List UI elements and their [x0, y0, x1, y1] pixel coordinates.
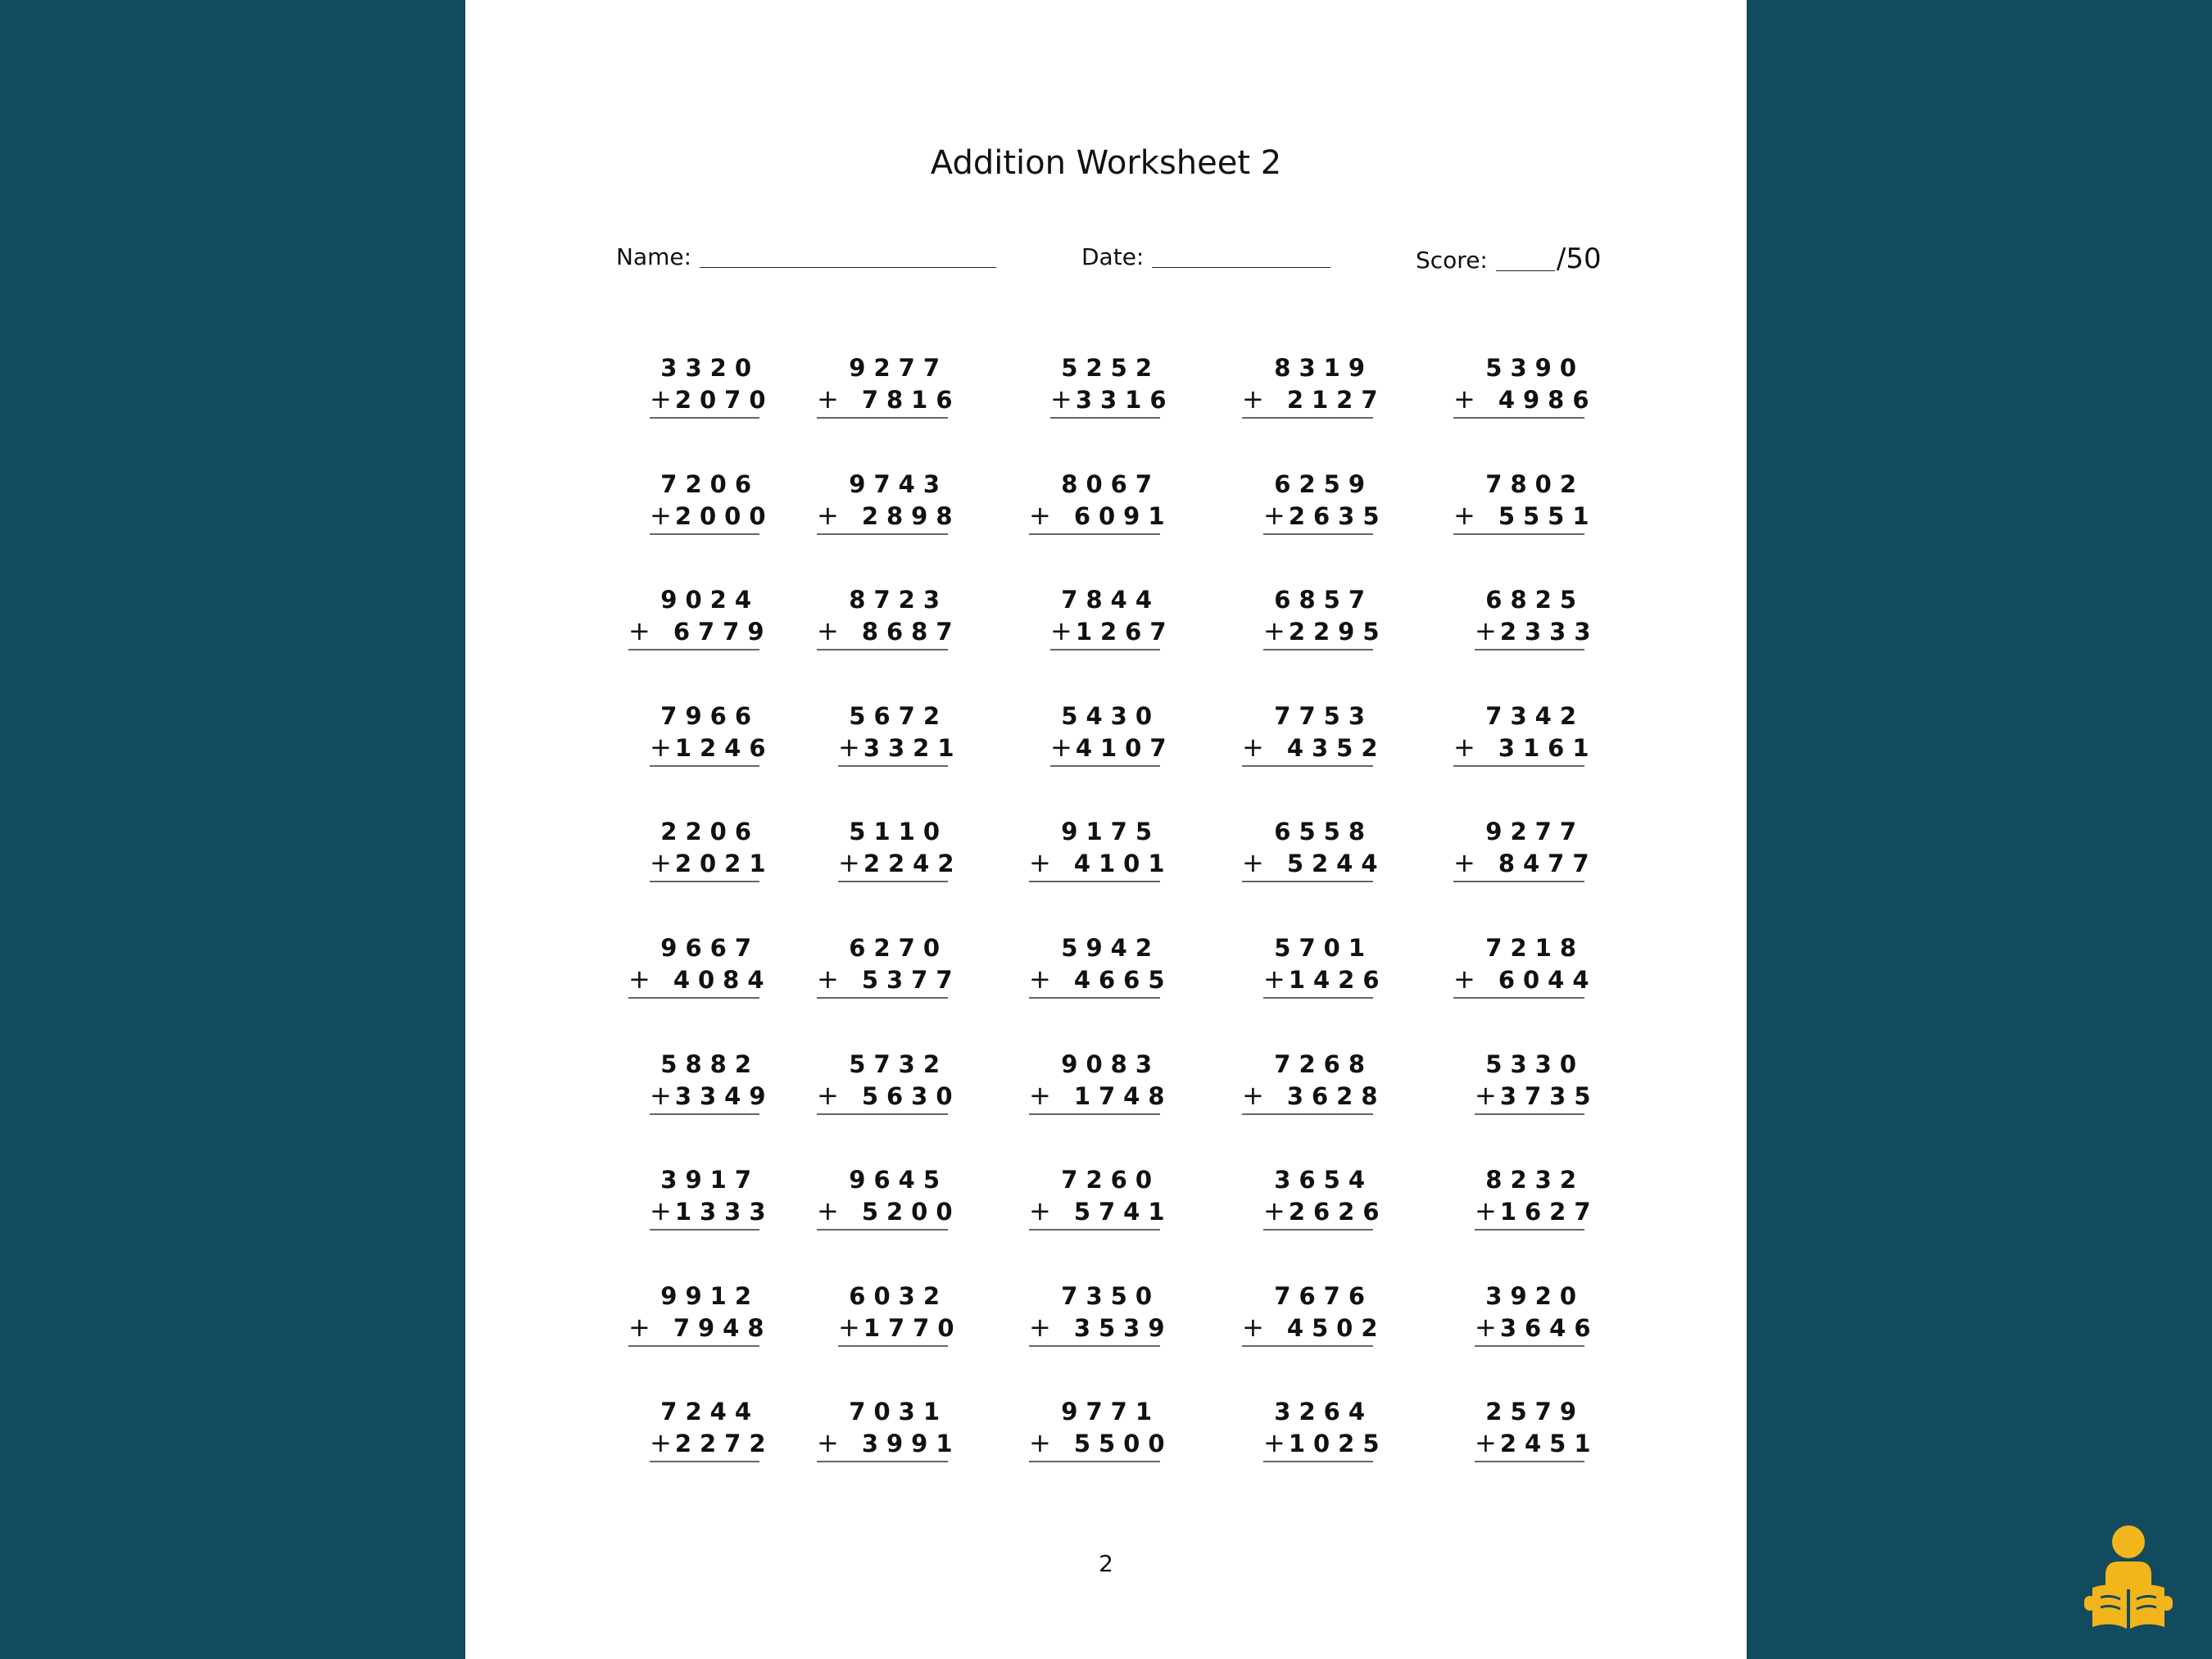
plus-sign: + — [1242, 731, 1264, 763]
score-field — [1416, 243, 1602, 275]
addend-top: 9912 — [660, 1281, 759, 1310]
addition-problem — [1029, 1396, 1173, 1462]
addition-problem — [1029, 816, 1173, 882]
addend-top: 9771 — [1061, 1398, 1160, 1426]
addend-top: 7342 — [1485, 701, 1584, 730]
addend-bottom-row — [838, 731, 963, 767]
addend-bottom-row — [817, 1427, 961, 1462]
addend-top: 3654 — [1274, 1166, 1373, 1194]
addend-bottom: 2242 — [863, 850, 963, 878]
addend-bottom: 2451 — [1499, 1430, 1599, 1458]
plus-sign: + — [650, 383, 672, 415]
addend-bottom: 4107 — [1075, 733, 1175, 762]
addend-bottom: 5551 — [1498, 501, 1598, 530]
page-title: Addition Worksheet 2 — [930, 144, 1282, 182]
plus-sign: + — [838, 731, 860, 763]
addition-problem — [1050, 352, 1175, 419]
addend-bottom-row — [1242, 731, 1386, 767]
name-line[interactable] — [700, 243, 996, 268]
plus-sign: + — [1263, 499, 1285, 531]
addend-top: 6558 — [1274, 818, 1373, 846]
addend-top: 8232 — [1485, 1166, 1584, 1194]
addend-bottom: 1770 — [863, 1313, 963, 1342]
addition-problem — [1050, 700, 1175, 767]
addend-bottom: 2272 — [674, 1430, 774, 1458]
addend-bottom: 1748 — [1073, 1081, 1173, 1110]
addition-problem — [1263, 932, 1388, 999]
addition-problem — [1453, 816, 1598, 882]
addend-top: 9024 — [660, 586, 759, 614]
addend-bottom-row — [1029, 1311, 1173, 1347]
addend-top: 5701 — [1274, 934, 1373, 962]
addend-bottom-row — [650, 1427, 774, 1462]
addition-problem — [628, 584, 773, 650]
plus-sign: + — [1050, 615, 1072, 647]
addend-top: 9743 — [849, 469, 948, 498]
addend-bottom: 8477 — [1498, 850, 1598, 878]
addend-bottom: 2635 — [1288, 501, 1388, 530]
logo-hand-right — [2161, 1596, 2173, 1611]
score-label: Score: — [1416, 247, 1488, 274]
addend-bottom: 3991 — [861, 1430, 961, 1458]
addend-bottom: 4665 — [1073, 966, 1173, 994]
addend-bottom: 5500 — [1073, 1430, 1173, 1458]
addend-bottom-row — [838, 847, 963, 882]
plus-sign: + — [817, 1195, 839, 1227]
addition-problem — [650, 1396, 774, 1462]
addend-top: 7218 — [1485, 934, 1584, 962]
addend-bottom: 4101 — [1073, 850, 1173, 878]
addition-problem — [1050, 584, 1175, 650]
logo-hand-left — [2084, 1596, 2096, 1611]
addition-problem — [650, 700, 774, 767]
addend-bottom-row — [1453, 499, 1598, 535]
addend-bottom: 2626 — [1288, 1198, 1388, 1226]
plus-sign: + — [817, 963, 839, 995]
date-line[interactable] — [1152, 243, 1330, 268]
addend-bottom-row — [1050, 731, 1175, 767]
addend-bottom-row — [1029, 1079, 1173, 1115]
addend-bottom: 5630 — [861, 1081, 961, 1110]
addend-top: 7031 — [849, 1398, 948, 1426]
addition-problem — [817, 352, 961, 419]
addend-top: 5430 — [1061, 701, 1160, 730]
plus-sign: + — [1475, 615, 1497, 647]
addend-bottom-row — [1263, 1427, 1388, 1462]
addend-bottom-row — [1263, 615, 1388, 650]
addition-problem — [650, 1164, 774, 1231]
addition-problem — [650, 469, 774, 535]
addend-top: 3920 — [1485, 1281, 1584, 1310]
addend-bottom: 6091 — [1073, 501, 1173, 530]
plus-sign: + — [1242, 1079, 1264, 1111]
addend-bottom: 6779 — [673, 618, 773, 646]
addend-top: 5252 — [1061, 354, 1160, 382]
addend-bottom-row — [1263, 1195, 1388, 1231]
page-number: 2 — [1099, 1550, 1113, 1577]
addition-problem — [838, 700, 963, 767]
date-label: Date: — [1081, 243, 1145, 270]
addend-bottom-row — [817, 963, 961, 999]
addend-bottom-row — [1029, 1427, 1173, 1462]
plus-sign: + — [1453, 963, 1475, 995]
plus-sign: + — [628, 963, 650, 995]
addition-problem — [650, 816, 774, 882]
addend-bottom: 3316 — [1075, 386, 1175, 414]
plus-sign: + — [817, 383, 839, 415]
plus-sign: + — [650, 731, 672, 763]
logo-head — [2112, 1525, 2145, 1558]
addition-problem — [1263, 1164, 1388, 1231]
addend-bottom-row — [1242, 1079, 1386, 1115]
addition-problem — [1263, 584, 1388, 650]
plus-sign: + — [1029, 1311, 1051, 1343]
plus-sign: + — [1263, 1427, 1285, 1459]
plus-sign: + — [1453, 383, 1475, 415]
addend-bottom-row — [817, 1195, 961, 1231]
plus-sign: + — [838, 1311, 860, 1343]
addend-bottom-row — [650, 731, 774, 767]
addend-bottom: 3321 — [863, 733, 963, 762]
addend-top: 5942 — [1061, 934, 1160, 962]
addition-problem — [817, 1049, 961, 1115]
addend-bottom-row — [1453, 383, 1598, 419]
worksheet-page — [465, 0, 1747, 1659]
addition-problem — [817, 1164, 961, 1231]
plus-sign: + — [817, 1427, 839, 1459]
plus-sign: + — [1453, 499, 1475, 531]
addend-top: 5882 — [660, 1049, 759, 1078]
addend-bottom: 5200 — [861, 1198, 961, 1226]
plus-sign: + — [650, 1427, 672, 1459]
score-line[interactable] — [1496, 246, 1555, 271]
addend-bottom: 3161 — [1498, 733, 1598, 762]
plus-sign: + — [1263, 1195, 1285, 1227]
plus-sign: + — [817, 1079, 839, 1111]
addition-problem — [650, 1049, 774, 1115]
addition-problem — [1453, 352, 1598, 419]
addend-bottom: 2898 — [861, 501, 961, 530]
addend-bottom-row — [650, 499, 774, 535]
addend-top: 7676 — [1274, 1281, 1373, 1310]
addend-bottom-row — [1263, 499, 1388, 535]
plus-sign: + — [1475, 1195, 1497, 1227]
addend-top: 9175 — [1061, 818, 1160, 846]
addend-top: 3264 — [1274, 1398, 1373, 1426]
addition-problem — [1475, 1281, 1599, 1347]
addend-bottom: 4352 — [1286, 733, 1386, 762]
addition-problem — [1475, 1049, 1599, 1115]
plus-sign: + — [650, 499, 672, 531]
addition-problem — [1029, 1281, 1173, 1347]
addend-bottom-row — [1050, 615, 1175, 650]
addend-bottom-row — [1242, 383, 1386, 419]
addend-bottom: 8687 — [861, 618, 961, 646]
addition-problem — [1029, 932, 1173, 999]
plus-sign: + — [817, 615, 839, 647]
addend-top: 7802 — [1485, 469, 1584, 498]
addend-top: 7753 — [1274, 701, 1373, 730]
plus-sign: + — [1029, 1195, 1051, 1227]
plus-sign: + — [1029, 963, 1051, 995]
plus-sign: + — [1475, 1427, 1497, 1459]
plus-sign: + — [1475, 1311, 1497, 1343]
addend-bottom: 4084 — [673, 966, 773, 994]
addend-bottom-row — [628, 1311, 773, 1347]
addition-problem — [817, 469, 961, 535]
addition-problem — [650, 352, 774, 419]
plus-sign: + — [1263, 615, 1285, 647]
date-field — [1081, 243, 1330, 270]
addend-bottom: 1426 — [1288, 966, 1388, 994]
addend-top: 8067 — [1061, 469, 1160, 498]
plus-sign: + — [1029, 1079, 1051, 1111]
addend-bottom-row — [1475, 615, 1599, 650]
addition-problem — [1453, 932, 1598, 999]
reading-child-icon — [2081, 1524, 2176, 1630]
addition-problem — [1263, 1396, 1388, 1462]
addend-bottom-row — [1475, 1427, 1599, 1462]
name-label: Name: — [616, 243, 692, 270]
plus-sign: + — [628, 1311, 650, 1343]
addend-bottom: 5377 — [861, 966, 961, 994]
plus-sign: + — [628, 615, 650, 647]
addend-top: 6270 — [849, 934, 948, 962]
addend-top: 7966 — [660, 701, 759, 730]
addend-bottom-row — [1453, 963, 1598, 999]
addend-bottom-row — [650, 1195, 774, 1231]
addend-bottom: 5244 — [1286, 850, 1386, 878]
addend-bottom: 3349 — [674, 1081, 774, 1110]
addend-top: 7844 — [1061, 586, 1160, 614]
addition-problem — [628, 932, 773, 999]
addend-top: 9277 — [1485, 818, 1584, 846]
addend-top: 5110 — [849, 818, 948, 846]
addend-top: 2206 — [660, 818, 759, 846]
addend-bottom-row — [1475, 1079, 1599, 1115]
addend-top: 9645 — [849, 1166, 948, 1194]
addend-bottom-row — [1029, 963, 1173, 999]
addition-problem — [628, 1281, 773, 1347]
addend-top: 5390 — [1485, 354, 1584, 382]
addend-bottom-row — [1029, 1195, 1173, 1231]
addend-bottom: 6044 — [1498, 966, 1598, 994]
plus-sign: + — [650, 847, 672, 879]
addition-problem — [817, 1396, 961, 1462]
addition-problem — [1242, 352, 1386, 419]
name-field — [616, 243, 996, 270]
plus-sign: + — [838, 847, 860, 879]
addend-top: 9667 — [660, 934, 759, 962]
addend-bottom-row — [628, 963, 773, 999]
addend-bottom: 3646 — [1499, 1313, 1599, 1342]
addend-top: 9277 — [849, 354, 948, 382]
addition-problem — [1242, 1281, 1386, 1347]
addend-bottom-row — [650, 1079, 774, 1115]
addend-bottom-row — [1242, 847, 1386, 882]
addend-bottom-row — [1475, 1311, 1599, 1347]
addend-bottom: 2127 — [1286, 386, 1386, 414]
addend-top: 6259 — [1274, 469, 1373, 498]
plus-sign: + — [1453, 731, 1475, 763]
plus-sign: + — [1263, 963, 1285, 995]
addition-problem — [838, 816, 963, 882]
plus-sign: + — [1029, 847, 1051, 879]
addition-problem — [1475, 1396, 1599, 1462]
addition-problem — [1029, 469, 1173, 535]
addend-bottom: 2333 — [1499, 618, 1599, 646]
plus-sign: + — [1475, 1079, 1497, 1111]
addend-top: 3917 — [660, 1166, 759, 1194]
addend-bottom: 4986 — [1498, 386, 1598, 414]
addend-top: 6825 — [1485, 586, 1584, 614]
addend-bottom-row — [1453, 847, 1598, 882]
addend-bottom: 2070 — [674, 386, 774, 414]
addend-top: 7350 — [1061, 1281, 1160, 1310]
addend-bottom-row — [1263, 963, 1388, 999]
addition-problem — [1453, 469, 1598, 535]
addend-bottom-row — [817, 499, 961, 535]
addend-bottom: 1627 — [1499, 1198, 1599, 1226]
addition-problem — [1242, 1049, 1386, 1115]
addend-top: 5672 — [849, 701, 948, 730]
addend-bottom-row — [1029, 847, 1173, 882]
addend-bottom: 1246 — [674, 733, 774, 762]
plus-sign: + — [1050, 383, 1072, 415]
addition-problem — [1029, 1049, 1173, 1115]
plus-sign: + — [1242, 847, 1264, 879]
addend-bottom-row — [817, 615, 961, 650]
addend-bottom: 5741 — [1073, 1198, 1173, 1226]
addend-top: 9083 — [1061, 1049, 1160, 1078]
addend-top: 7260 — [1061, 1166, 1160, 1194]
addend-bottom-row — [817, 383, 961, 419]
addend-bottom: 3628 — [1286, 1081, 1386, 1110]
plus-sign: + — [650, 1079, 672, 1111]
addition-problem — [1242, 700, 1386, 767]
addend-top: 7244 — [660, 1398, 759, 1426]
addend-bottom-row — [650, 383, 774, 419]
addition-problem — [1263, 469, 1388, 535]
addend-top: 8723 — [849, 586, 948, 614]
addend-bottom-row — [650, 847, 774, 882]
addend-top: 5330 — [1485, 1049, 1584, 1078]
addend-bottom: 3539 — [1073, 1313, 1173, 1342]
addend-bottom-row — [1475, 1195, 1599, 1231]
plus-sign: + — [1242, 383, 1264, 415]
plus-sign: + — [650, 1195, 672, 1227]
addend-bottom-row — [817, 1079, 961, 1115]
addend-top: 6857 — [1274, 586, 1373, 614]
addend-bottom: 1025 — [1288, 1430, 1388, 1458]
plus-sign: + — [817, 499, 839, 531]
addition-problem — [1242, 816, 1386, 882]
score-total: /50 — [1556, 243, 1602, 275]
addend-bottom: 7816 — [861, 386, 961, 414]
addition-problem — [1029, 1164, 1173, 1231]
addend-bottom-row — [1029, 499, 1173, 535]
addend-top: 7206 — [660, 469, 759, 498]
addend-bottom-row — [628, 615, 773, 650]
plus-sign: + — [1242, 1311, 1264, 1343]
addend-top: 6032 — [849, 1281, 948, 1310]
addend-bottom: 7948 — [673, 1313, 773, 1342]
addend-top: 8319 — [1274, 354, 1373, 382]
addend-bottom-row — [1242, 1311, 1386, 1347]
addend-bottom-row — [838, 1311, 963, 1347]
addend-top: 2579 — [1485, 1398, 1584, 1426]
addend-bottom: 4502 — [1286, 1313, 1386, 1342]
addend-top: 5732 — [849, 1049, 948, 1078]
addition-problem — [838, 1281, 963, 1347]
plus-sign: + — [1050, 731, 1072, 763]
addition-problem — [1475, 584, 1599, 650]
addend-bottom: 2021 — [674, 850, 774, 878]
addend-bottom: 1333 — [674, 1198, 774, 1226]
addition-problem — [817, 584, 961, 650]
plus-sign: + — [1029, 1427, 1051, 1459]
addend-bottom: 2295 — [1288, 618, 1388, 646]
addition-problem — [1453, 700, 1598, 767]
addition-problem — [817, 932, 961, 999]
addend-top: 3320 — [660, 354, 759, 382]
addend-bottom: 2000 — [674, 501, 774, 530]
addend-bottom: 1267 — [1075, 618, 1175, 646]
addend-bottom-row — [1050, 383, 1175, 419]
addend-top: 7268 — [1274, 1049, 1373, 1078]
addend-bottom: 3735 — [1499, 1081, 1599, 1110]
plus-sign: + — [1453, 847, 1475, 879]
addition-problem — [1475, 1164, 1599, 1231]
addend-bottom-row — [1453, 731, 1598, 767]
plus-sign: + — [1029, 499, 1051, 531]
